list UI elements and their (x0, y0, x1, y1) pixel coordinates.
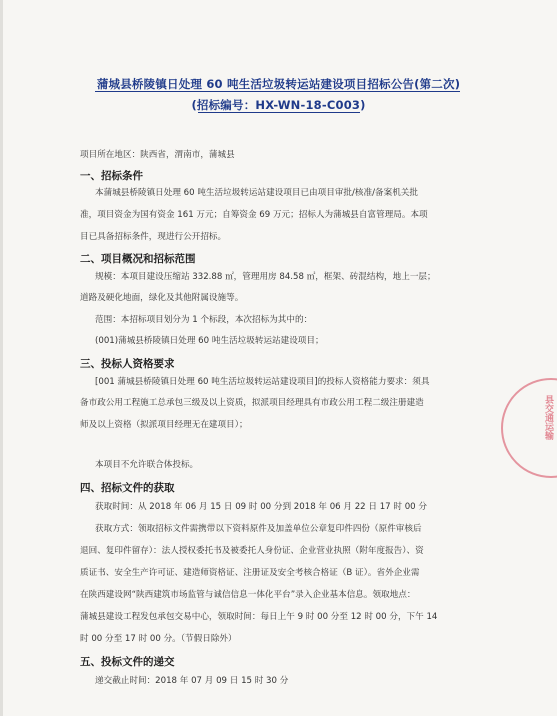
section-3-line: 备市政公用工程施工总承包三级及以上资质，拟派项目经理具有市政公用工程二级注册建造 (80, 398, 424, 408)
section-4-line: 退回、复印件留存）：法人授权委托书及被委托人身份证、企业营业执照（附年度报告）、资 (80, 546, 424, 556)
section-2-line: 范围：本招标项目划分为 1 个标段，本次招标为其中的： (95, 315, 313, 325)
section-1-line: 目已具备招标条件，现进行公开招标。 (80, 232, 227, 242)
section-2-line: 道路及硬化地面，绿化及其他附属设施等。 (80, 293, 244, 303)
project-location: 项目所在地区：陕西省，渭南市，蒲城县 (80, 150, 235, 160)
tender-number: (招标编号：HX-WN-18-C003) (191, 98, 366, 112)
document-title: 蒲城县桥陵镇日处理 60 吨生活垃圾转运站建设项目招标公告(第二次) (96, 77, 461, 91)
section-heading-1: 一、招标条件 (80, 170, 143, 182)
section-5-line: 递交截止时间：2018 年 07 月 09 日 15 时 30 分 (95, 676, 289, 686)
section-heading-2: 二、项目概况和招标范围 (80, 253, 196, 265)
title-underline (95, 91, 460, 92)
tender-number-underline (198, 112, 360, 113)
section-4-line: 质证书、安全生产许可证、建造师资格证、注册证及安全考核合格证（B 证）。省外企业需 (80, 568, 420, 578)
section-4-line: 蒲城县建设工程发包承包交易中心，领取时间：每日上午 9 时 00 分至 12 时 00 分，下午 14 (80, 612, 438, 622)
section-3-line: 本项目不允许联合体投标。 (95, 460, 199, 470)
section-1-line: 准，项目资金为国有资金 161 万元；自筹资金 69 万元；招标人为蒲城县自富管理局。本项 (80, 210, 428, 220)
seal-text: 县交通运输 (543, 395, 553, 440)
section-4-line: 时 00 分至 17 时 00 分。（节假日除外） (80, 634, 237, 644)
section-3-line: [001 蒲城县桥陵镇日处理 60 吨生活垃圾转运站建设项目]的投标人资格能力要求：须具 (95, 377, 430, 387)
section-heading-5: 五、投标文件的递交 (80, 656, 175, 668)
section-heading-4: 四、招标文件的获取 (80, 482, 175, 494)
section-1-line: 本蒲城县桥陵镇日处理 60 吨生活垃圾转运站建设项目已由项目审批/核准/备案机关批 (95, 188, 418, 198)
section-4-line: 获取时间：从 2018 年 06 月 15 日 09 时 00 分到 2018 年 06 月 22 日 17 时 00 分 (95, 502, 427, 512)
section-2-line: 规模：本项目建设压缩站 332.88 ㎡，管理用房 84.58 ㎡，框架、砖混结构，地上一层； (95, 272, 436, 282)
section-4-line: 获取方式：领取招标文件需携带以下资料原件及加盖单位公章复印件四份（原件审核后 (95, 524, 422, 534)
section-4-line: 在陕西建设网“陕西建筑市场监管与诚信信息一体化平台”录入企业基本信息。领取地点： (80, 590, 416, 600)
section-3-line: 师及以上资格（拟派项目经理无在建项目）； (80, 420, 248, 430)
section-2-line: (001)蒲城县桥陵镇日处理 60 吨生活垃圾转运站建设项目； (95, 336, 324, 346)
section-heading-3: 三、投标人资格要求 (80, 358, 175, 370)
